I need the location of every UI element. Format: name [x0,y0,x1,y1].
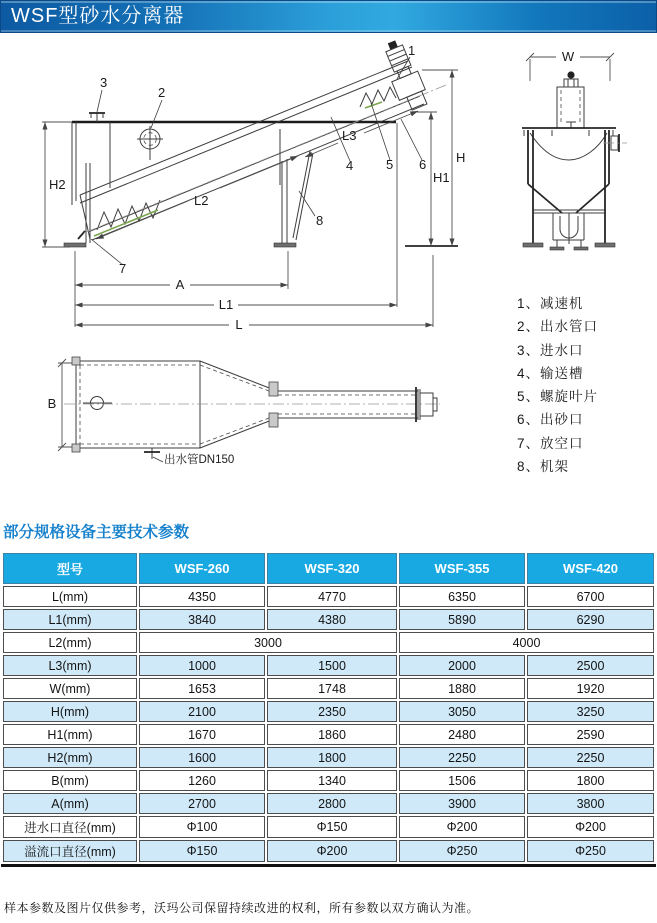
legend-item-4: 4、输送槽 [517,365,584,381]
row-label: L(mm) [3,586,137,607]
cell: 2250 [527,747,654,768]
cell: 2350 [267,701,397,722]
side-view-drawing [42,37,465,332]
dim-H1: H1 [433,170,450,185]
callout-6: 6 [419,157,427,172]
cell: 1800 [527,770,654,791]
row-label: L3(mm) [3,655,137,676]
cell: 4380 [267,609,397,630]
cell: Φ250 [399,840,525,862]
cell: Φ200 [267,840,397,862]
row-label: 进水口直径(mm) [3,816,137,838]
table-row [3,724,654,745]
row-label: A(mm) [3,793,137,814]
cell: 2590 [527,724,654,745]
section-title: 部分规格设备主要技术参数 [3,524,190,541]
cell: 2700 [139,793,265,814]
motor-cap [567,71,574,78]
cell: 3840 [139,609,265,630]
dim-H2: H2 [49,177,66,192]
page-title: WSF型砂水分离器 [11,5,185,27]
row-label: L1(mm) [3,609,137,630]
cell: 1860 [267,724,397,745]
table-row [3,747,654,768]
top-view-drawing [48,357,440,466]
legend-item-6: 6、出砂口 [517,412,584,428]
table-row [3,840,654,862]
cell: Φ100 [139,816,265,838]
table-row [3,770,654,791]
outlet-pipe-label: 出水管DN150 [164,454,235,466]
row-label: H1(mm) [3,724,137,745]
table-row [3,632,654,653]
dim-L: L [235,317,243,332]
cell: Φ150 [267,816,397,838]
cell: Φ250 [527,840,654,862]
cell: 6700 [527,586,654,607]
dim-H: H [456,150,466,165]
cell-merged: 3000 [139,632,397,653]
row-label: B(mm) [3,770,137,791]
cell: 1800 [267,747,397,768]
col-header-wsf320: WSF-320 [267,553,397,584]
callout-8: 8 [316,213,324,228]
callout-7: 7 [119,261,127,276]
cell: 1500 [267,655,397,676]
end-view-drawing [522,49,627,250]
cell-merged: 4000 [399,632,654,653]
table-row [3,816,654,838]
cell: 2800 [267,793,397,814]
table-row [3,678,654,699]
table-row [3,609,654,630]
cell: 1600 [139,747,265,768]
cell: 3250 [527,701,654,722]
col-header-model: 型号 [3,553,137,584]
row-label: W(mm) [3,678,137,699]
legend-item-3: 3、进水口 [517,342,584,358]
cell: 3900 [399,793,525,814]
dim-W: W [561,49,575,64]
cell: 4350 [139,586,265,607]
legend-item-7: 7、放空口 [517,435,584,451]
dim-B: B [47,396,57,411]
cell: 2480 [399,724,525,745]
cell: 1506 [399,770,525,791]
cell: 5890 [399,609,525,630]
table-row [3,586,654,607]
row-label: H(mm) [3,701,137,722]
cell: 1000 [139,655,265,676]
legend-item-2: 2、出水管口 [517,319,599,335]
cell: 3800 [527,793,654,814]
legend-item-5: 5、螺旋叶片 [517,389,599,405]
table-row [3,793,654,814]
callout-3: 3 [100,75,108,90]
cell: 2100 [139,701,265,722]
spec-table [1,551,656,867]
cell: 6350 [399,586,525,607]
row-label: 溢流口直径(mm) [3,840,137,862]
cell: 2250 [399,747,525,768]
cell: 1880 [399,678,525,699]
callout-4: 4 [346,158,354,173]
row-label: H2(mm) [3,747,137,768]
cell: 1920 [527,678,654,699]
cell: Φ200 [399,816,525,838]
cell: 6290 [527,609,654,630]
col-header-wsf355: WSF-355 [399,553,525,584]
cell: 1340 [267,770,397,791]
callout-2: 2 [158,85,166,100]
table-row [3,701,654,722]
callout-1: 1 [408,43,416,58]
cell: 1670 [139,724,265,745]
col-header-wsf420: WSF-420 [527,553,654,584]
parts-legend [517,292,598,478]
dim-A: A [175,277,185,292]
legend-item-8: 8、机架 [517,459,570,475]
cell: 2000 [399,655,525,676]
footer-disclaimer: 样本参数及图片仅供参考，沃玛公司保留持续改进的权利，所有参数以双方确认为准。 [4,901,480,915]
cell: 2500 [527,655,654,676]
table-row [3,655,654,676]
cell: 4770 [267,586,397,607]
cell: 3050 [399,701,525,722]
title-bar [0,0,657,33]
cell: Φ150 [139,840,265,862]
cell: Φ200 [527,816,654,838]
cell: 1748 [267,678,397,699]
dim-L1: L1 [218,297,234,312]
col-header-wsf260: WSF-260 [139,553,265,584]
callout-5: 5 [386,157,394,172]
dim-L2: L2 [194,193,209,208]
dim-L3: L3 [342,128,357,143]
cell: 1653 [139,678,265,699]
row-label: L2(mm) [3,632,137,653]
cell: 1260 [139,770,265,791]
legend-item-1: 1、减速机 [517,296,584,311]
table-header-row [3,553,654,584]
